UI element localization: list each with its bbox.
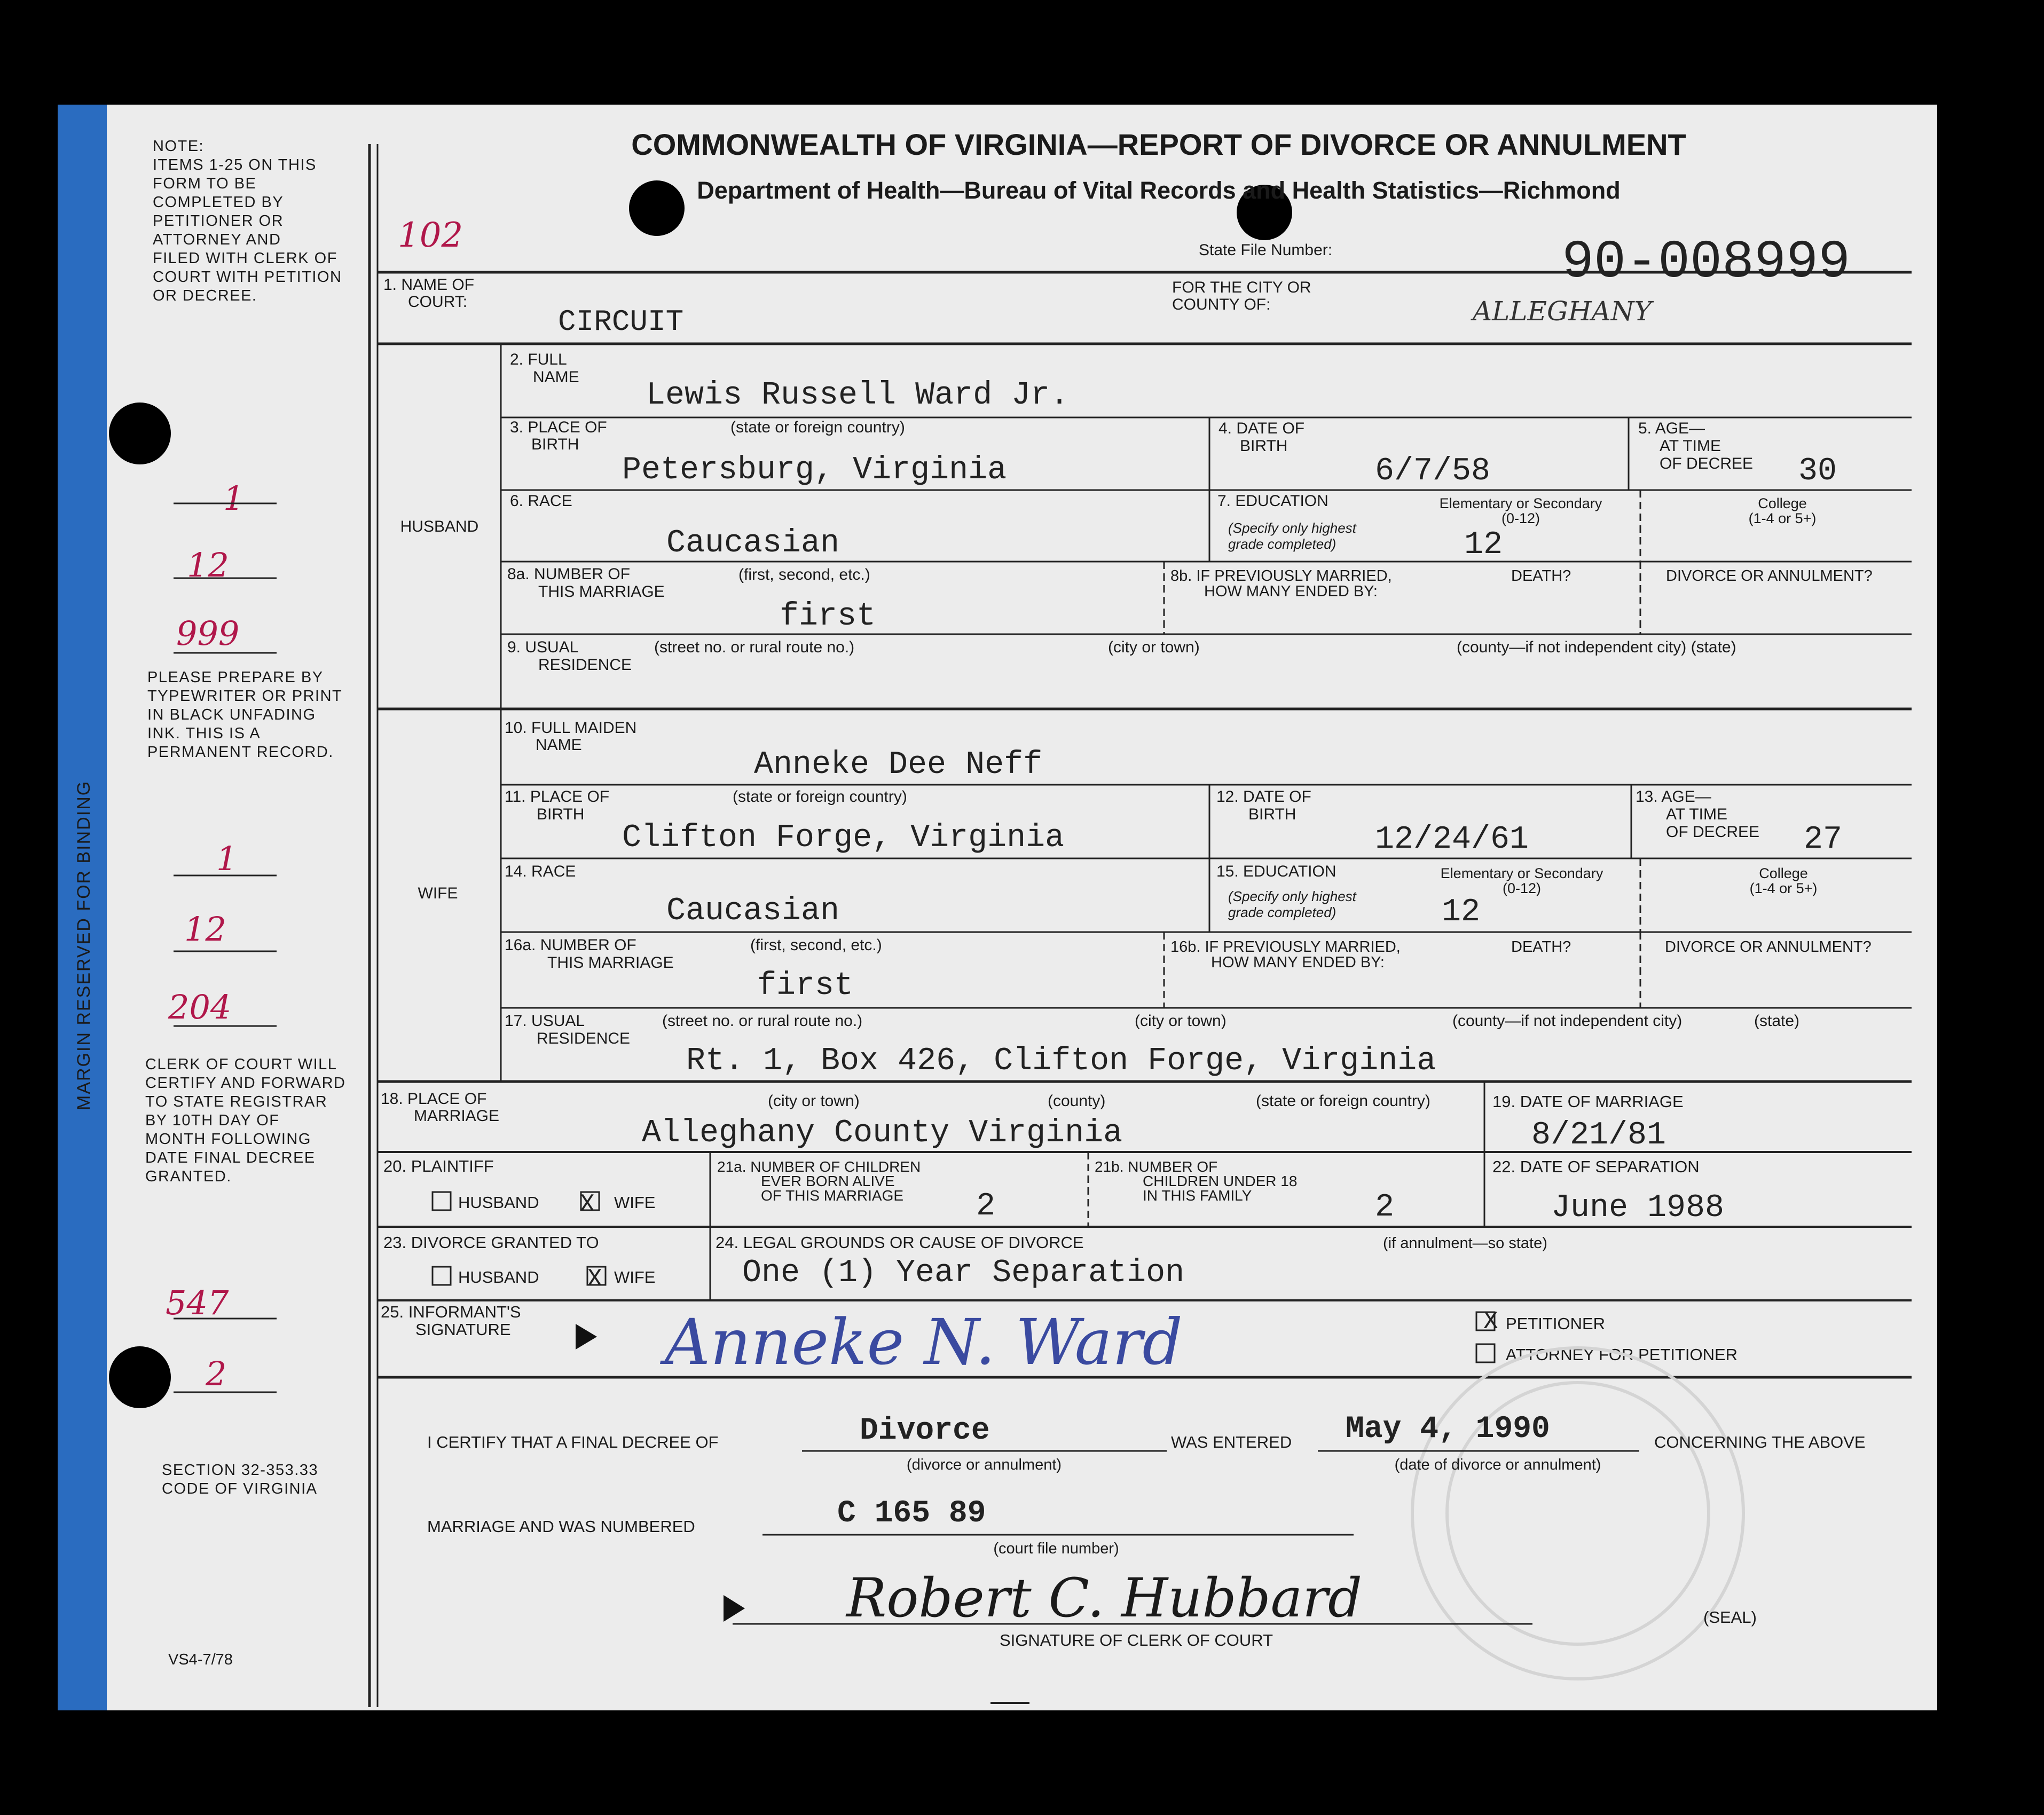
svg-text:HOW MANY ENDED BY:: HOW MANY ENDED BY:: [1211, 954, 1385, 971]
svg-text:NAME: NAME: [533, 368, 579, 386]
svg-text:College: College: [1759, 865, 1808, 881]
svg-text:DIVORCE OR ANNULMENT?: DIVORCE OR ANNULMENT?: [1665, 938, 1872, 956]
svg-text:2. FULL: 2. FULL: [510, 351, 567, 368]
svg-text:204: 204: [168, 988, 232, 1027]
svg-text:Elementary or Secondary: Elementary or Secondary: [1440, 865, 1603, 881]
svg-text:(state or foreign country): (state or foreign country): [733, 788, 907, 806]
svg-text:Elementary or Secondary: Elementary or Secondary: [1439, 495, 1602, 511]
svg-text:4. DATE OF: 4. DATE OF: [1218, 420, 1305, 437]
svg-text:(SEAL): (SEAL): [1703, 1608, 1757, 1627]
svg-text:(city or town): (city or town): [1108, 638, 1200, 656]
svg-text:PERMANENT RECORD.: PERMANENT RECORD.: [147, 744, 334, 761]
svg-text:6. RACE: 6. RACE: [510, 492, 572, 510]
svg-text:SECTION 32-353.33: SECTION 32-353.33: [162, 1462, 319, 1479]
svg-text:16a. NUMBER OF: 16a. NUMBER OF: [505, 936, 636, 954]
svg-text:(1-4 or 5+): (1-4 or 5+): [1749, 880, 1818, 896]
svg-text:GRANTED.: GRANTED.: [145, 1168, 232, 1185]
svg-text:Rt. 1, Box 426, Clifton Forge,: Rt. 1, Box 426, Clifton Forge, Virginia: [686, 1043, 1436, 1079]
svg-text:DATE FINAL DECREE: DATE FINAL DECREE: [145, 1149, 316, 1166]
svg-text:first: first: [780, 598, 876, 635]
svg-text:SIGNATURE: SIGNATURE: [415, 1320, 511, 1339]
handwritten-ref: 102: [398, 216, 463, 255]
svg-text:999: 999: [176, 614, 240, 653]
svg-text:1: 1: [216, 839, 238, 878]
svg-text:(date of divorce or annulment): (date of divorce or annulment): [1394, 1456, 1601, 1473]
svg-text:DIVORCE OR ANNULMENT?: DIVORCE OR ANNULMENT?: [1666, 567, 1873, 585]
svg-text:(state or foreign country): (state or foreign country): [1256, 1092, 1430, 1110]
svg-text:Petersburg, Virginia: Petersburg, Virginia: [622, 452, 1007, 488]
svg-text:547: 547: [166, 1283, 229, 1322]
document-title: COMMONWEALTH OF VIRGINIA—REPORT OF DIVORCE OR ANNULMENT: [631, 128, 1686, 161]
svg-text:May 4, 1990: May 4, 1990: [1346, 1412, 1550, 1447]
svg-text:Caucasian: Caucasian: [666, 893, 840, 929]
state-file-label: State File Number:: [1199, 241, 1333, 259]
svg-text:CHILDREN UNDER 18: CHILDREN UNDER 18: [1143, 1173, 1298, 1189]
svg-text:21b. NUMBER OF: 21b. NUMBER OF: [1095, 1158, 1218, 1175]
svg-text:OF DECREE: OF DECREE: [1666, 823, 1760, 841]
svg-text:MONTH FOLLOWING: MONTH FOLLOWING: [145, 1131, 311, 1148]
svg-text:RESIDENCE: RESIDENCE: [538, 656, 632, 674]
svg-text:SIGNATURE OF CLERK OF COURT: SIGNATURE OF CLERK OF COURT: [999, 1631, 1273, 1650]
svg-text:AT TIME: AT TIME: [1666, 806, 1728, 823]
svg-text:1. NAME OF: 1. NAME OF: [383, 276, 475, 294]
svg-text:One (1) Year Separation: One (1) Year Separation: [742, 1255, 1185, 1291]
svg-text:(county—if not independent cit: (county—if not independent city) (state): [1457, 638, 1736, 656]
svg-text:RESIDENCE: RESIDENCE: [537, 1030, 631, 1047]
svg-text:HUSBAND: HUSBAND: [458, 1268, 539, 1287]
svg-text:PLEASE PREPARE BY: PLEASE PREPARE BY: [147, 669, 324, 686]
svg-text:2: 2: [206, 1354, 227, 1393]
svg-text:grade completed): grade completed): [1228, 904, 1337, 920]
svg-text:(state): (state): [1754, 1012, 1800, 1030]
svg-text:(state or foreign country): (state or foreign country): [730, 419, 905, 436]
wife-section-label: WIFE: [418, 885, 458, 902]
svg-text:OR DECREE.: OR DECREE.: [153, 287, 257, 304]
svg-text:17. USUAL: 17. USUAL: [505, 1012, 585, 1030]
svg-text:BIRTH: BIRTH: [531, 436, 579, 453]
svg-text:CERTIFY AND FORWARD: CERTIFY AND FORWARD: [145, 1075, 346, 1092]
svg-text:(first, second, etc.): (first, second, etc.): [750, 936, 882, 954]
svg-text:(Specify only highest: (Specify only highest: [1228, 520, 1356, 536]
state-file-number: 90-008999: [1562, 233, 1851, 293]
svg-text:EVER BORN ALIVE: EVER BORN ALIVE: [761, 1173, 895, 1189]
svg-text:CLERK OF COURT WILL: CLERK OF COURT WILL: [145, 1056, 337, 1073]
svg-text:OF DECREE: OF DECREE: [1660, 455, 1754, 472]
svg-text:(county): (county): [1048, 1092, 1106, 1110]
svg-text:(street no. or rural route no.: (street no. or rural route no.): [662, 1012, 863, 1030]
svg-text:PETITIONER OR: PETITIONER OR: [153, 212, 284, 230]
svg-text:OF THIS MARRIAGE: OF THIS MARRIAGE: [761, 1187, 904, 1204]
punch-hole: [629, 180, 685, 236]
svg-text:8a. NUMBER OF: 8a. NUMBER OF: [507, 565, 631, 583]
svg-text:X: X: [580, 1190, 595, 1218]
punch-hole: [109, 403, 171, 464]
svg-text:Anneke Dee Neff: Anneke Dee Neff: [754, 747, 1043, 783]
svg-text:(if annulment—so state): (if annulment—so state): [1383, 1235, 1547, 1252]
svg-text:HOW MANY ENDED BY:: HOW MANY ENDED BY:: [1204, 583, 1378, 600]
svg-text:June 1988: June 1988: [1551, 1190, 1725, 1226]
svg-text:WAS ENTERED: WAS ENTERED: [1171, 1433, 1292, 1451]
svg-text:(county—if not independent cit: (county—if not independent city): [1452, 1012, 1683, 1030]
svg-text:12: 12: [184, 910, 226, 949]
svg-text:Divorce: Divorce: [860, 1414, 990, 1448]
svg-text:(0-12): (0-12): [1501, 510, 1540, 526]
document-subtitle: Department of Health—Bureau of Vital Records and Health Statistics—Richmond: [697, 177, 1621, 204]
svg-text:6/7/58: 6/7/58: [1375, 453, 1491, 490]
svg-text:FORM TO BE: FORM TO BE: [153, 175, 257, 192]
svg-text:27: 27: [1804, 822, 1843, 858]
svg-text:CONCERNING THE ABOVE: CONCERNING THE ABOVE: [1654, 1433, 1866, 1451]
svg-text:BIRTH: BIRTH: [1240, 437, 1288, 455]
svg-text:22. DATE OF SEPARATION: 22. DATE OF SEPARATION: [1492, 1157, 1700, 1176]
svg-text:10. FULL MAIDEN: 10. FULL MAIDEN: [505, 719, 637, 737]
svg-text:WIFE: WIFE: [614, 1193, 656, 1212]
svg-text:20. PLAINTIFF: 20. PLAINTIFF: [383, 1157, 494, 1175]
svg-text:MARRIAGE: MARRIAGE: [414, 1107, 500, 1125]
svg-text:23. DIVORCE GRANTED TO: 23. DIVORCE GRANTED TO: [383, 1233, 599, 1252]
svg-text:MARRIAGE AND WAS NUMBERED: MARRIAGE AND WAS NUMBERED: [427, 1517, 695, 1536]
svg-text:PETITIONER: PETITIONER: [1506, 1314, 1606, 1333]
svg-text:X: X: [1483, 1308, 1498, 1336]
svg-text:Lewis Russell Ward Jr.: Lewis Russell Ward Jr.: [646, 377, 1070, 414]
svg-text:12: 12: [1464, 527, 1503, 563]
svg-text:1: 1: [223, 479, 245, 518]
svg-text:ITEMS 1-25 ON THIS: ITEMS 1-25 ON THIS: [153, 156, 317, 173]
svg-text:BIRTH: BIRTH: [537, 806, 585, 823]
informant-signature: Anneke N. Ward: [665, 1305, 1183, 1379]
svg-text:COMPLETED BY: COMPLETED BY: [153, 194, 284, 211]
svg-text:11. PLACE OF: 11. PLACE OF: [505, 788, 610, 806]
svg-text:INK. THIS IS A: INK. THIS IS A: [147, 725, 261, 742]
svg-text:18. PLACE OF: 18. PLACE OF: [381, 1090, 487, 1108]
svg-text:NOTE:: NOTE:: [153, 138, 205, 155]
svg-text:(court file number): (court file number): [993, 1540, 1119, 1557]
sidebar-prepare-note: [147, 669, 342, 761]
svg-text:NAME: NAME: [536, 736, 582, 754]
svg-text:30: 30: [1798, 453, 1837, 490]
svg-text:(1-4 or 5+): (1-4 or 5+): [1748, 510, 1817, 526]
svg-text:15. EDUCATION: 15. EDUCATION: [1216, 863, 1337, 880]
svg-text:7. EDUCATION: 7. EDUCATION: [1217, 492, 1328, 510]
svg-text:IN THIS FAMILY: IN THIS FAMILY: [1143, 1187, 1252, 1204]
husband-section-label: HUSBAND: [400, 518, 479, 535]
svg-text:WIFE: WIFE: [614, 1268, 656, 1287]
svg-text:25. INFORMANT'S: 25. INFORMANT'S: [381, 1303, 521, 1321]
svg-text:THIS MARRIAGE: THIS MARRIAGE: [547, 954, 674, 972]
svg-text:12: 12: [187, 546, 229, 585]
svg-text:COURT:: COURT:: [408, 293, 468, 311]
svg-text:2: 2: [1375, 1189, 1395, 1226]
svg-text:(Specify only highest: (Specify only highest: [1228, 888, 1356, 904]
svg-text:12. DATE OF: 12. DATE OF: [1216, 788, 1311, 806]
svg-text:TYPEWRITER OR PRINT: TYPEWRITER OR PRINT: [147, 688, 343, 705]
svg-text:TO STATE REGISTRAR: TO STATE REGISTRAR: [145, 1093, 328, 1110]
svg-text:24. LEGAL GROUNDS OR CAUSE OF: 24. LEGAL GROUNDS OR CAUSE OF DIVORCE: [716, 1233, 1084, 1252]
svg-text:C 165 89: C 165 89: [837, 1496, 986, 1531]
svg-text:ALLEGHANY: ALLEGHANY: [1473, 296, 1652, 327]
punch-hole: [109, 1346, 171, 1408]
svg-text:COURT WITH PETITION: COURT WITH PETITION: [153, 269, 342, 286]
svg-text:I CERTIFY THAT A FINAL DECREE: I CERTIFY THAT A FINAL DECREE OF: [427, 1433, 719, 1451]
svg-text:(city or town): (city or town): [1135, 1012, 1227, 1030]
svg-text:ATTORNEY AND: ATTORNEY AND: [153, 231, 281, 248]
svg-text:Clifton Forge, Virginia: Clifton Forge, Virginia: [622, 820, 1065, 856]
svg-text:(first, second, etc.): (first, second, etc.): [738, 566, 870, 583]
svg-text:5. AGE—: 5. AGE—: [1638, 420, 1705, 437]
svg-text:DEATH?: DEATH?: [1511, 567, 1571, 585]
svg-text:BY 10TH DAY OF: BY 10TH DAY OF: [145, 1112, 280, 1129]
svg-text:(divorce or annulment): (divorce or annulment): [906, 1456, 1062, 1473]
svg-text:CODE OF VIRGINIA: CODE OF VIRGINIA: [162, 1480, 318, 1497]
svg-text:HUSBAND: HUSBAND: [458, 1193, 539, 1212]
svg-text:CIRCUIT: CIRCUIT: [558, 305, 684, 339]
svg-text:13. AGE—: 13. AGE—: [1636, 788, 1711, 806]
svg-text:first: first: [757, 968, 854, 1004]
svg-text:14. RACE: 14. RACE: [505, 863, 576, 880]
svg-text:9. USUAL: 9. USUAL: [507, 638, 579, 656]
svg-text:FOR THE CITY OR: FOR THE CITY OR: [1172, 279, 1311, 296]
svg-text:19. DATE OF MARRIAGE: 19. DATE OF MARRIAGE: [1492, 1092, 1684, 1111]
svg-text:(city or town): (city or town): [768, 1092, 860, 1110]
svg-text:8/21/81: 8/21/81: [1531, 1117, 1666, 1154]
svg-text:(street no. or rural route no.: (street no. or rural route no.): [654, 638, 855, 656]
svg-text:grade completed): grade completed): [1228, 536, 1337, 552]
svg-text:College: College: [1758, 495, 1807, 511]
svg-text:COUNTY OF:: COUNTY OF:: [1172, 296, 1271, 313]
svg-text:FILED WITH CLERK OF: FILED WITH CLERK OF: [153, 250, 337, 267]
svg-text:ATTORNEY FOR PETITIONER: ATTORNEY FOR PETITIONER: [1506, 1345, 1738, 1364]
svg-text:3. PLACE OF: 3. PLACE OF: [510, 419, 607, 436]
svg-text:Alleghany County Virginia: Alleghany County Virginia: [642, 1115, 1123, 1151]
clerk-signature: Robert C. Hubbard: [846, 1567, 1363, 1629]
svg-text:AT TIME: AT TIME: [1660, 437, 1721, 455]
svg-text:IN BLACK UNFADING: IN BLACK UNFADING: [147, 706, 316, 723]
svg-text:X: X: [587, 1265, 602, 1293]
svg-text:16b. IF PREVIOUSLY MARRIED,: 16b. IF PREVIOUSLY MARRIED,: [1170, 938, 1401, 956]
svg-text:(0-12): (0-12): [1502, 880, 1542, 896]
svg-text:12/24/61: 12/24/61: [1375, 822, 1529, 858]
svg-text:DEATH?: DEATH?: [1511, 938, 1571, 956]
form-number: VS4-7/78: [168, 1651, 233, 1668]
svg-text:2: 2: [976, 1188, 996, 1225]
svg-text:Caucasian: Caucasian: [666, 525, 840, 562]
margin-binding-label: MARGIN RESERVED FOR BINDING: [74, 780, 94, 1110]
svg-text:12: 12: [1442, 894, 1481, 930]
svg-text:THIS MARRIAGE: THIS MARRIAGE: [538, 583, 665, 601]
svg-text:21a. NUMBER OF CHILDREN: 21a. NUMBER OF CHILDREN: [717, 1158, 921, 1175]
svg-text:BIRTH: BIRTH: [1248, 806, 1296, 823]
svg-text:8b. IF PREVIOUSLY MARRIED,: 8b. IF PREVIOUSLY MARRIED,: [1170, 567, 1392, 585]
